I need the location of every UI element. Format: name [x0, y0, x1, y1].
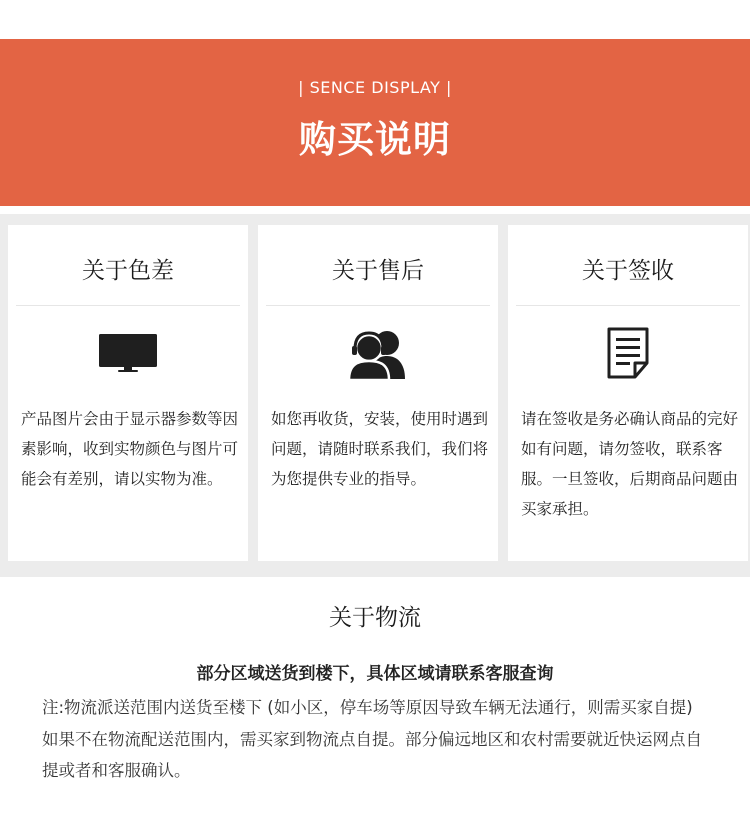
card-sign-for — [508, 225, 748, 561]
banner-title: 购买说明 — [299, 118, 451, 161]
banner-subtitle: | SENCE DISPLAY | — [298, 78, 452, 97]
card-title: 关于色差 — [82, 258, 174, 284]
customer-service-icon — [258, 323, 498, 383]
card-divider — [516, 305, 740, 306]
logistics-title: 关于物流 — [329, 605, 421, 631]
card-title: 关于签收 — [582, 258, 674, 284]
logistics-subtitle: 部分区域送货到楼下，具体区域请联系客服查询 — [196, 664, 554, 684]
card-after-sales — [258, 225, 498, 561]
banner — [0, 39, 750, 206]
logistics-text: 注:物流派送范围内送货至楼下 (如小区，停车场等原因导致车辆无法通行，则需买家自提) 如果不在物流配送范围内，需买家到物流点自提。部分偏远地区和农村需要就近快运网点自提或者和客服确认。 — [42, 698, 702, 780]
document-icon — [508, 323, 748, 383]
info-cards — [0, 214, 750, 577]
card-divider — [266, 305, 490, 306]
card-text: 如您再收货，安装，使用时遇到问题，请随时联系我们，我们将为您提供专业的指导。 — [271, 410, 489, 488]
card-text: 产品图片会由于显示器参数等因素影响，收到实物颜色与图片可能会有差别，请以实物为准。 — [21, 410, 239, 488]
card-divider — [16, 305, 240, 306]
monitor-icon — [8, 323, 248, 383]
card-text: 请在签收是务必确认商品的完好如有问题，请勿签收，联系客服。一旦签收，后期商品问题由买家承担。 — [521, 410, 739, 518]
card-title: 关于售后 — [332, 258, 424, 284]
card-color-difference — [8, 225, 248, 561]
